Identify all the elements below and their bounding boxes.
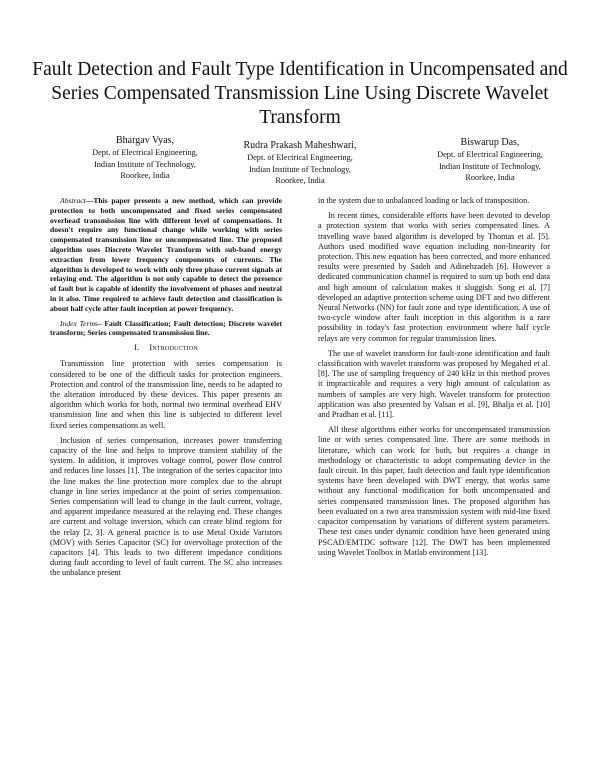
index-terms-lead: Index Terms — [60, 318, 98, 328]
paragraph: Transmission line protection with series compensation is considered to be one of the difficult tasks for protection engineers. Protection and control of the transmission line, needs to be adapted to the alteration introduced by these devices. This paper presents an algorithm which works for both, normal two terminal overhead EHV transmission line and when this line is subjected to different level fixed series compensations as well. — [50, 359, 282, 430]
section-number: I. — [134, 343, 140, 353]
abstract — [50, 196, 282, 314]
section-heading-introduction — [50, 343, 282, 353]
index-terms — [50, 319, 282, 339]
author-3 — [405, 137, 575, 184]
author-2-name: Rudra Prakash Maheshwari, — [243, 140, 357, 151]
paragraph: The use of wavelet transform for fault-zone identification and fault classification with wavelet transform was proposed by Megahed et al. [8]. The use of sampling frequency of 240 kHz in this method proves it impracticable and requires a very high amount of calculation as numbers of samples are very high. Wavelet transform for protection application was also presented by Valsan et al. [9], Bhalja et al. [10] and Pradhan et al. [11]. — [318, 348, 550, 420]
paragraph: Inclusion of series compensation, increases power transferring capacity of the line and helps to improve transient stability of the system. In addition, it improves voltage control, power flow control and reduces line losses [1]. The integration of the series capacitor into the line makes the line protection more complex due to the abrupt change in line series impedance at the point of series compensation. Series compensation will lead to change in the fault current, voltage, and apparent impedance measured at the relaying end. These changes are current and voltage inversion, which can create blind regions for the relay [2, 3]. A general practice is to use Metal Oxide Varistors (MOV) with Series Capacitor (SC) for overvoltage protection of the capacitors [4]. This leads to two different impedance conditions during fault according to level of fault current. The SC also increases the unbalance present — [50, 435, 282, 578]
paragraph: In recent times, considerable efforts have been devoted to develop a protection system that works with series compensated lines. A travelling wave based algorithm is developed by Thomas et al. [5]. Authors used modified wave equation including non-linearity for protection. This new equation has been corrected, and more enhanced results were presented by Sadeh and Adinehzadeh [6]. However a dedicated communication channel is required to sum up both end data and high amount of calculation makes it sluggish. Song et al. [7] developed an adaptive protection scheme using DFT and two different Neural Networks (NN) for fault zone and type identification. A use of two-cycle window after fault inception in this algorithm is a rare possibility in today's fast protection environment where half cycle relays are very common for regular transmission lines. — [318, 211, 550, 343]
author-2-dept: Dept. of Electrical Engineering, — [247, 153, 353, 162]
abstract-lead: Abstract — [60, 196, 86, 205]
author-1-name: Bhargav Vyas, — [116, 135, 174, 146]
author-3-inst: Indian Institute of Technology, — [439, 161, 541, 171]
author-3-loc: Roorkee, India — [465, 173, 515, 182]
author-3-name: Biswarup Das, — [460, 137, 520, 148]
author-2 — [220, 140, 380, 187]
left-column — [50, 196, 282, 584]
author-1-inst: Indian Institute of Technology, — [94, 159, 196, 169]
author-2-loc: Roorkee, India — [275, 176, 325, 185]
section-title: Introduction — [149, 343, 198, 353]
author-1-dept: Dept. of Electrical Engineering, — [92, 148, 198, 157]
paragraph: All these algorithms either works for uncompensated transmission line or with series compensated line. There are some methods in literature, which can work for both, but requires a change in methodology or characteristic to adopt compensating device in the fault circuit. In this paper, fault detection and fault type identification systems have been developed with DWT energy, that works same without any functional modification for both uncompensated and series compensated transmission lines. The proposed algorithm has been evaluated on a two area transmission system with mid-line fixed capacitor compensation by variations of different system parameters. These test cases under dynamic condition have been generated using PSCAD/EMTDC software [12]. The DWT has been implemented using Wavelet Toolbox in Matlab environment [13]. — [318, 425, 550, 557]
index-terms-text: – Fault Classification; Fault detection; Discrete wavelet transform; Series compensated transmission line. — [50, 318, 282, 338]
abstract-text: —This paper presents a new method, which can provide protection to both uncompensated and fixed series compensated overhead transmission line with different level of compensations. It doesn't require any functional change while working with series compensated transmission line or uncompensated line. The proposed algorithm uses Discrete Wavelet Transform with sub-band energy extraction from lower frequency components of currents. The algorithm is developed to work with only three phase current signals at relaying end. The algorithm is not only capable to detect the presence of fault but is capable of identify the involvement of phases and neutral in it also. Time required to achieve fault detection and classification is about half cycle after fault inception at power frequency. — [50, 196, 282, 313]
author-2-inst: Indian Institute of Technology, — [249, 164, 351, 174]
author-1-loc: Roorkee, India — [120, 171, 170, 180]
right-column — [318, 196, 550, 563]
paper-title: Fault Detection and Fault Type Identification in Uncompensated and Series Compensated Transmission Line Using Discrete Wavelet Transform — [32, 59, 568, 128]
author-1 — [60, 135, 230, 182]
author-3-dept: Dept. of Electrical Engineering, — [437, 150, 543, 159]
paragraph: in the system due to unbalanced loading or lack of transposition. — [318, 196, 530, 205]
